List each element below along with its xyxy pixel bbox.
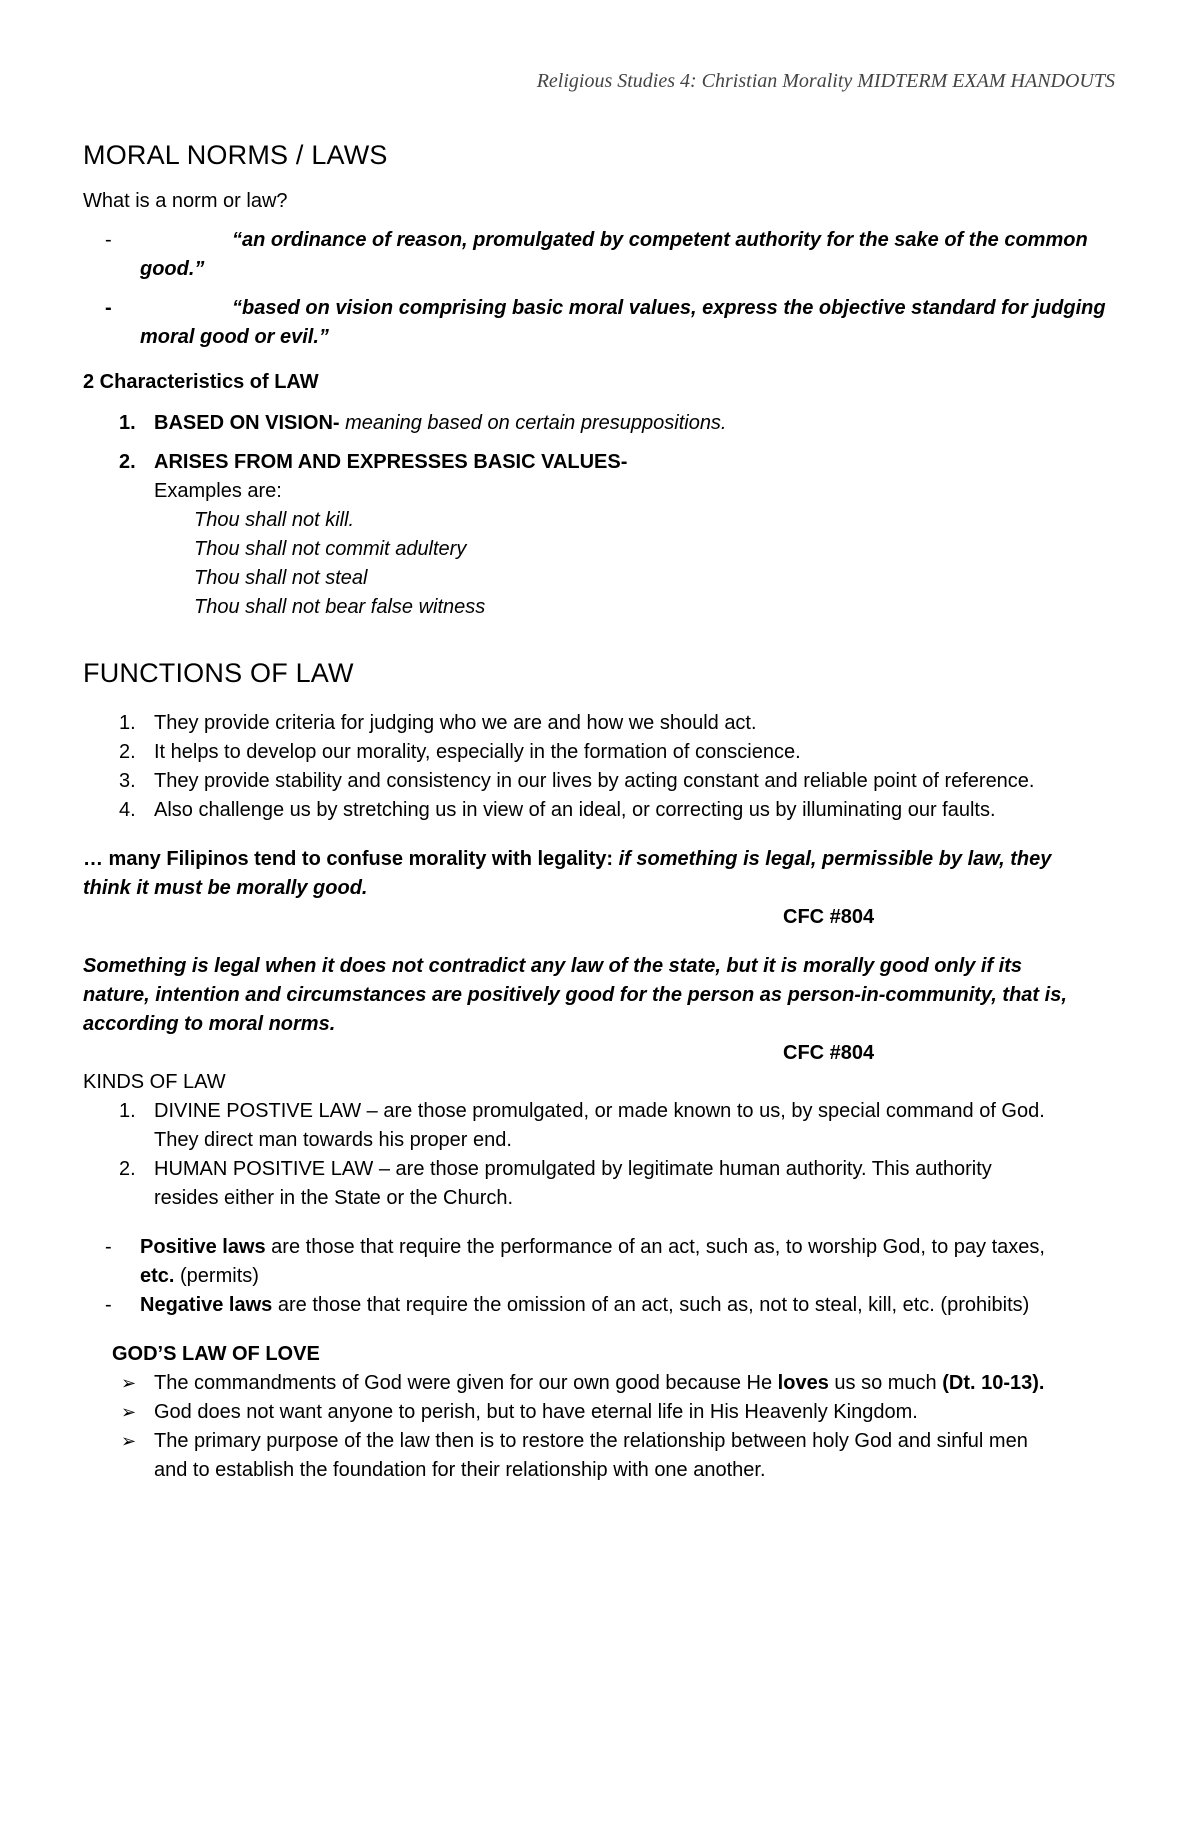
example-item: Thou shall not commit adultery	[194, 538, 467, 560]
quote-2-line: Something is legal when it does not contradict any law of the state, but it is morally good only if its	[83, 955, 1022, 977]
list-number: 1.	[119, 1100, 136, 1122]
quote-2-line: according to moral norms.	[83, 1013, 336, 1035]
characteristic-2-label: ARISES FROM AND EXPRESSES BASIC VALUES-	[154, 451, 628, 473]
love-bullet-ref: (Dt. 10-13).	[942, 1372, 1045, 1394]
definition-1-line2: good.”	[140, 258, 205, 280]
gods-law-of-love-title: GOD’S LAW OF LOVE	[112, 1343, 320, 1365]
positive-laws	[83, 1233, 1123, 1291]
characteristic-1-text: meaning based on certain presuppositions.	[339, 412, 727, 434]
arrow-bullet-icon: ➢	[121, 1402, 137, 1422]
positive-laws-text: are those that require the performance of an act, such as, to worship God, to pay taxes,	[265, 1236, 1045, 1258]
list-number: 1.	[119, 412, 136, 434]
function-text: They provide stability and consistency in our lives by acting constant and reliable point of reference.	[154, 770, 1035, 792]
quote-legal-moral	[83, 952, 1123, 1068]
definition-2-line1: “based on vision comprising basic moral values, express the objective standard for judging	[232, 297, 1106, 319]
list-number: 4.	[119, 799, 136, 821]
kind-text: – are those promulgated, or made known to us, by special command of God.	[361, 1100, 1045, 1122]
list-number: 3.	[119, 770, 136, 792]
example-item: Thou shall not kill.	[194, 509, 355, 531]
dash-marker: -	[105, 297, 112, 319]
list-number: 1.	[119, 712, 136, 734]
kind-label: HUMAN POSITIVE LAW	[154, 1158, 374, 1180]
cfc-reference: CFC #804	[783, 906, 875, 928]
arrow-bullet-icon: ➢	[121, 1373, 137, 1393]
function-text: They provide criteria for judging who we are and how we should act.	[154, 712, 757, 734]
positive-laws-etc: etc.	[140, 1265, 175, 1287]
love-bullet-text: The primary purpose of the law then is to restore the relationship between holy God and sinful men	[154, 1430, 1028, 1452]
example-item: Thou shall not bear false witness	[194, 596, 486, 618]
negative-laws	[83, 1291, 1123, 1320]
love-bullet-text2: us so much	[828, 1372, 943, 1394]
dash-marker: -	[105, 1236, 112, 1258]
function-item	[83, 709, 1123, 738]
quote-1-bold: … many Filipinos tend to confuse morality with legality:	[83, 848, 619, 870]
characteristics-title: 2 Characteristics of LAW	[83, 371, 319, 393]
function-text: Also challenge us by stretching us in view of an ideal, or correcting us by illuminating our faults.	[154, 799, 996, 821]
function-item	[83, 767, 1123, 796]
function-item	[83, 796, 1123, 825]
kind-text-line2: They direct man towards his proper end.	[154, 1129, 512, 1151]
definition-1-line1: “an ordinance of reason, promulgated by competent authority for the sake of the common	[232, 229, 1088, 251]
love-bullet	[83, 1369, 1123, 1398]
dash-marker: -	[105, 1294, 112, 1316]
quote-2-line: nature, intention and circumstances are positively good for the person as person-in-community, that is,	[83, 984, 1067, 1006]
kind-text-line2: resides either in the State or the Church.	[154, 1187, 514, 1209]
quote-1-italic-line2: think it must be morally good.	[83, 877, 368, 899]
love-bullet-text: God does not want anyone to perish, but to have eternal life in His Heavenly Kingdom.	[154, 1401, 918, 1423]
cfc-reference: CFC #804	[783, 1042, 875, 1064]
list-number: 2.	[119, 1158, 136, 1180]
page-header: Religious Studies 4: Christian Morality MIDTERM EXAM HANDOUTS	[536, 70, 1115, 92]
characteristic-1-label: BASED ON VISION-	[154, 412, 340, 434]
kind-item	[83, 1097, 1123, 1126]
love-bullet-bold: loves	[777, 1372, 829, 1394]
dash-marker: -	[105, 229, 112, 251]
positive-laws-permits: (permits)	[174, 1265, 259, 1287]
love-bullet-text-line2: and to establish the foundation for their relationship with one another.	[154, 1459, 766, 1481]
positive-laws-label: Positive laws	[140, 1236, 266, 1258]
characteristic-2	[83, 448, 1123, 477]
page-content	[83, 140, 1123, 1485]
kinds-title: KINDS OF LAW	[83, 1071, 226, 1093]
quote-1-italic: if something is legal, permissible by law, they	[618, 848, 1052, 870]
function-item	[83, 738, 1123, 767]
kind-text: – are those promulgated by legitimate human authority. This authority	[373, 1158, 992, 1180]
love-bullet-text: The commandments of God were given for our own good because He	[154, 1372, 778, 1394]
negative-laws-text: are those that require the omission of an act, such as, not to steal, kill, etc. (prohibits)	[272, 1294, 1030, 1316]
love-bullet	[83, 1427, 1123, 1485]
moral-norms-heading: MORAL NORMS / LAWS	[83, 140, 388, 170]
list-number: 2.	[119, 741, 136, 763]
arrow-bullet-icon: ➢	[121, 1431, 137, 1451]
list-number: 2.	[119, 451, 136, 473]
kind-label: DIVINE POSTIVE LAW	[154, 1100, 362, 1122]
functions-heading: FUNCTIONS OF LAW	[83, 658, 354, 688]
definition-2-line2: moral good or evil.”	[140, 326, 329, 348]
quote-morality-legality	[83, 845, 1123, 932]
negative-laws-label: Negative laws	[140, 1294, 273, 1316]
definition-1	[83, 226, 1123, 284]
examples-label: Examples are:	[154, 480, 282, 502]
norm-question: What is a norm or law?	[83, 190, 288, 212]
characteristic-1	[83, 409, 1123, 438]
function-text: It helps to develop our morality, especially in the formation of conscience.	[154, 741, 801, 763]
example-item: Thou shall not steal	[194, 567, 368, 589]
kind-item	[83, 1155, 1123, 1184]
love-bullet	[83, 1398, 1123, 1427]
definition-2	[83, 294, 1123, 352]
